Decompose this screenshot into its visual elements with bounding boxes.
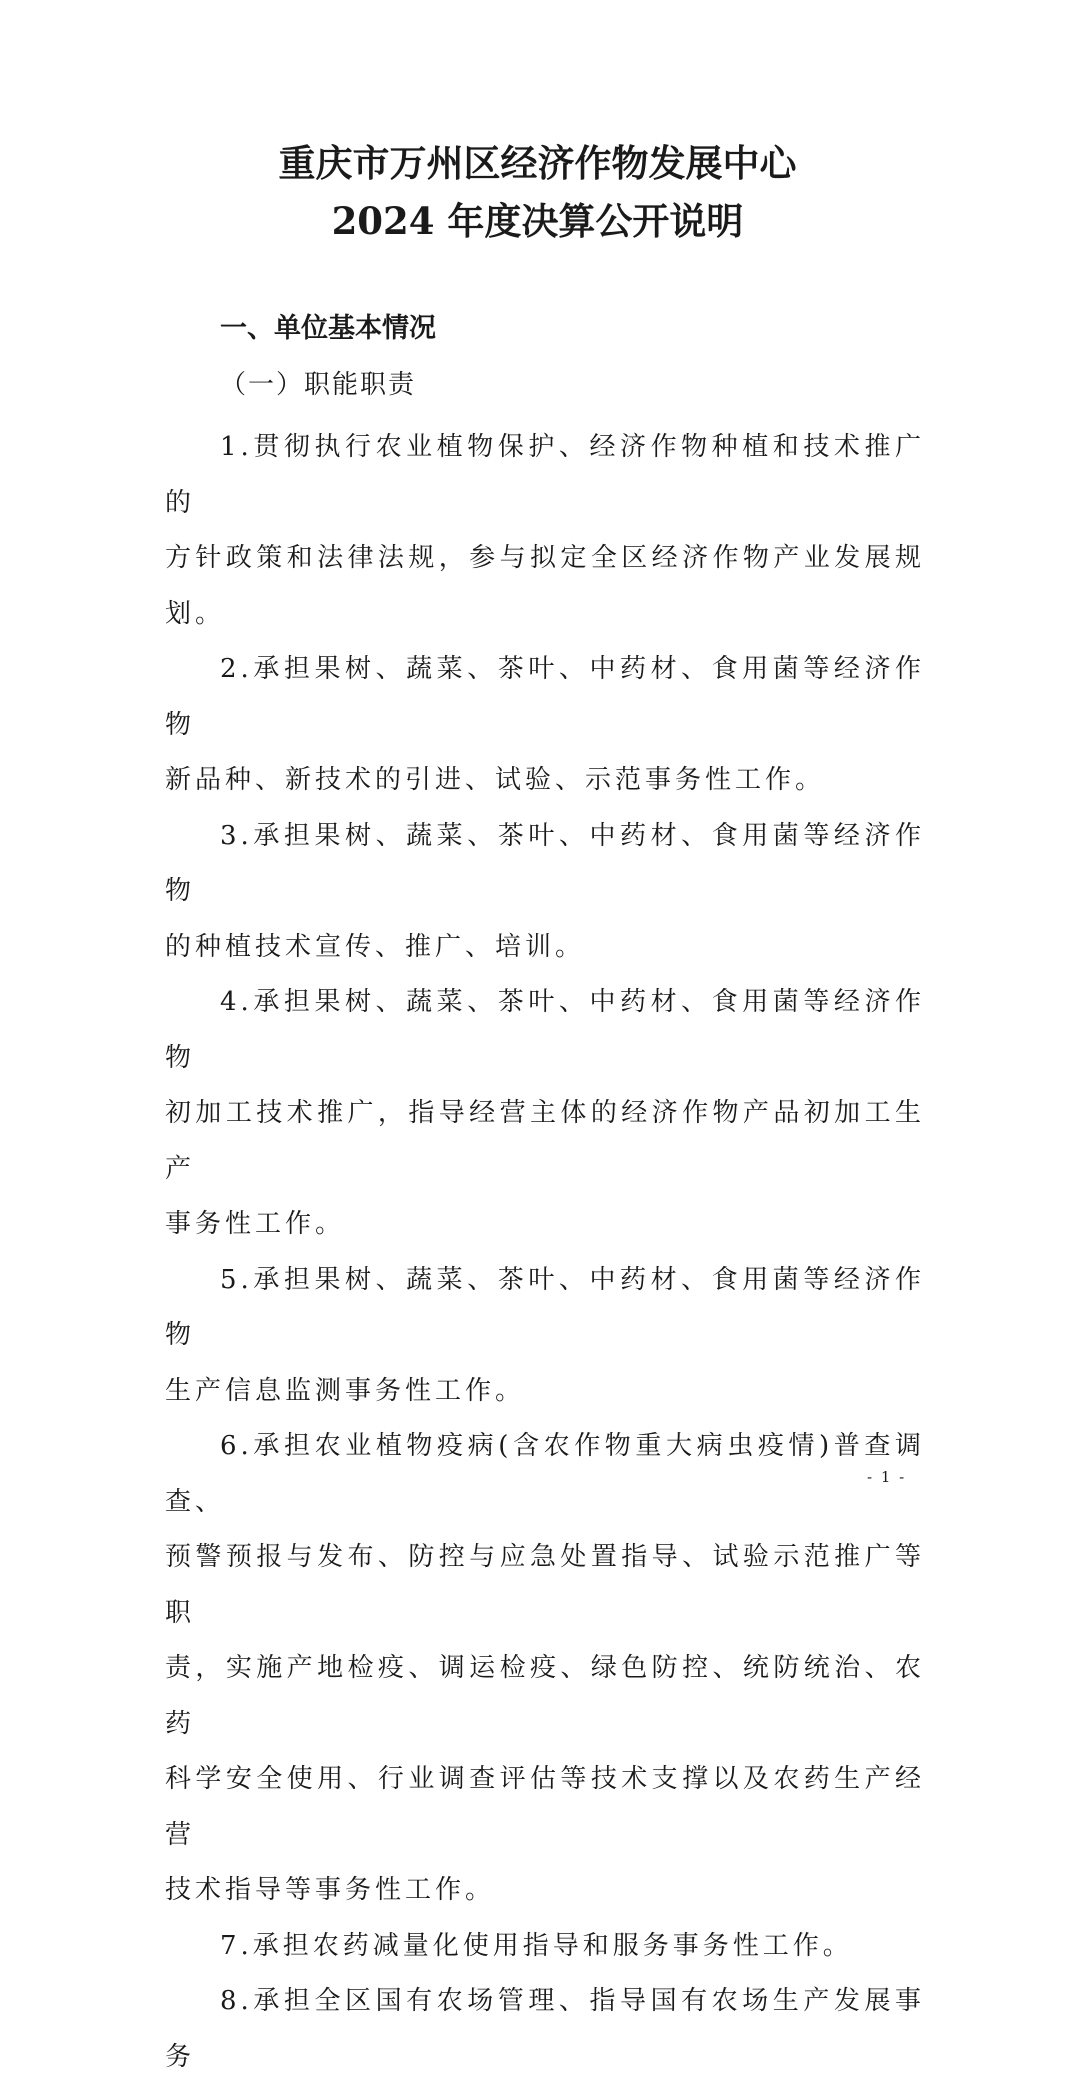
- paragraph-3: 3.承担果树、蔬菜、茶叶、中药材、食用菌等经济作物 的种植技术宣传、推广、培训。: [165, 820, 925, 962]
- page-number: - 1 -: [867, 1468, 907, 1486]
- paragraph-4: 4.承担果树、蔬菜、茶叶、中药材、食用菌等经济作物 初加工技术推广，指导经营主体的经济作物产品初加工生产 事务性工作。: [165, 987, 925, 1239]
- paragraph-7: 7.承担农药减量化使用指导和服务事务性工作。: [220, 1930, 853, 1961]
- paragraph-8: 8.承担全区国有农场管理、指导国有农场生产发展事务: [165, 1986, 925, 2072]
- document-title-line2: 2024 年度决算公开说明: [331, 199, 744, 243]
- paragraph-6: 6.承担农业植物疫病(含农作物重大病虫疫情)普查调查、 预警预报与发布、防控与应急处置指导、试验示范推广等职 责，实施产地检疫、调运检疫、绿色防控、统防统治、农药 科学安全使用、行业调查评估等技术支撑以及农药生产经营 技术指导等事务性工作。: [165, 1431, 925, 1905]
- paragraph-5: 5.承担果树、蔬菜、茶叶、中药材、食用菌等经济作物 生产信息监测事务性工作。: [165, 1264, 925, 1406]
- paragraph-2: 2.承担果树、蔬菜、茶叶、中药材、食用菌等经济作物 新品种、新技术的引进、试验、示范事务性工作。: [165, 654, 925, 795]
- document-title-line1: 重庆市万州区经济作物发展中心: [278, 141, 797, 185]
- paragraph-1: 1.贯彻执行农业植物保护、经济作物种植和技术推广的 方针政策和法律法规，参与拟定全区经济作物产业发展规划。: [165, 432, 925, 629]
- subsection-heading: （一）职能职责: [220, 370, 417, 400]
- section-heading: 一、单位基本情况: [220, 313, 436, 344]
- document-body: [165, 420, 925, 2085]
